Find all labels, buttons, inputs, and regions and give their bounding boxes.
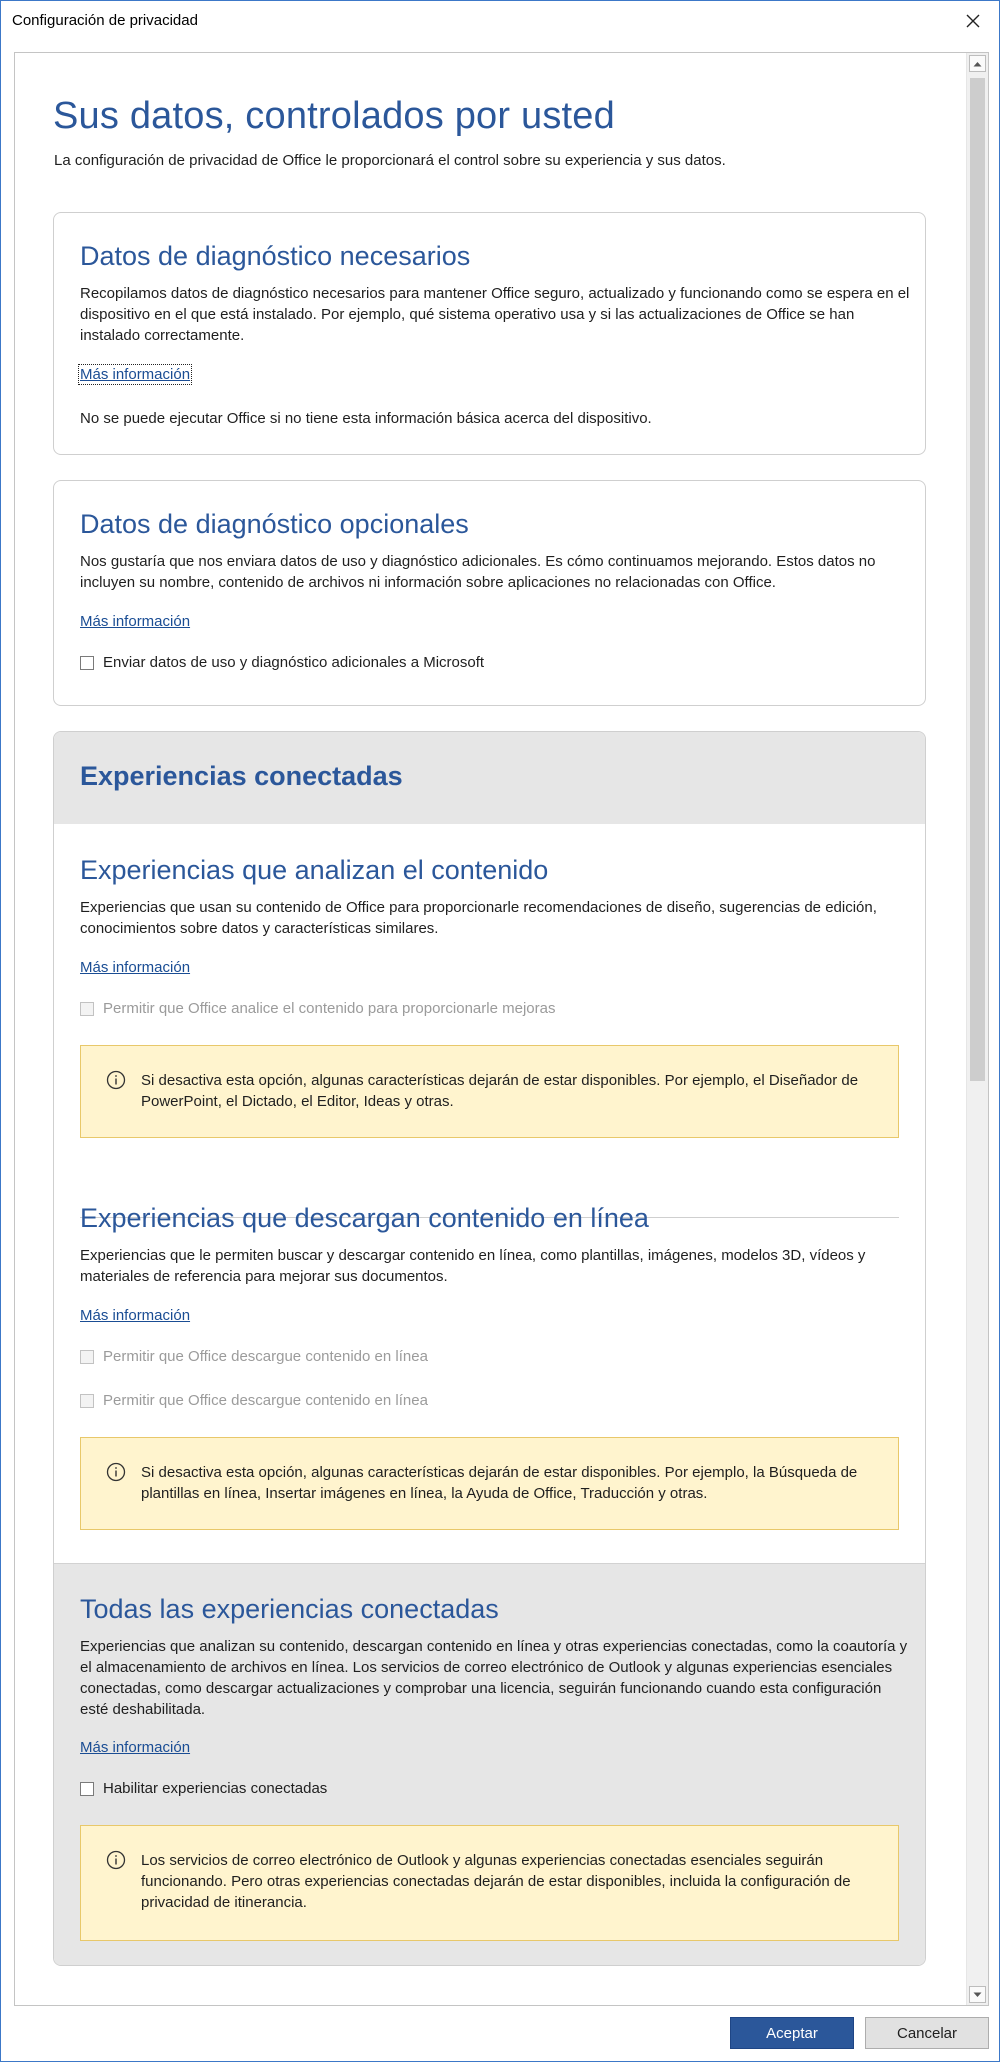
scroll-area[interactable] (14, 52, 989, 2006)
download-content-text: Experiencias que le permiten buscar y descargar contenido en línea, como plantillas, imágenes, modelos 3D, vídeos y materiales de referencia para mejorar sus documentos. (80, 1247, 866, 1285)
all-connected-checkbox[interactable] (80, 1782, 94, 1796)
connected-experiences-panel (53, 731, 926, 1966)
required-data-title: Datos de diagnóstico necesarios (80, 241, 471, 271)
all-connected-title: Todas las experiencias conectadas (80, 1594, 499, 1624)
download-warning-box (80, 1437, 899, 1530)
info-icon (106, 1070, 126, 1095)
download-content-checkbox-2[interactable] (80, 1394, 94, 1408)
info-icon (106, 1462, 126, 1487)
optional-data-checkbox-label: Enviar datos de uso y diagnóstico adicionales a Microsoft (103, 654, 485, 671)
download-content-checkbox-label-1: Permitir que Office descargue contenido en línea (103, 1348, 428, 1365)
optional-data-checkbox[interactable] (80, 656, 94, 670)
all-connected-warning-text: Los servicios de correo electrónico de Outlook y algunas experiencias conectadas esenciales seguirán funcionando. Pero otras experiencias conectadas dejarán de estar disponibles, incluida la configuración de privacidad de itinerancia. (141, 1852, 851, 1911)
scroll-up-arrow-icon[interactable] (969, 55, 986, 72)
all-connected-more-info-link[interactable]: Más información (80, 1739, 191, 1756)
analyze-content-text: Experiencias que usan su contenido de Office para proporcionarle recomendaciones de diseño, sugerencias de edición, conocimientos sobre datos y características similares. (80, 899, 877, 937)
optional-data-title: Datos de diagnóstico opcionales (80, 509, 469, 539)
cancel-button[interactable]: Cancelar (865, 2017, 989, 2049)
optional-data-text: Nos gustaría que nos enviara datos de uso y diagnóstico adicionales. Es cómo continuamos mejorando. Estos datos no incluyen su nombre, contenido de archivos ni información sobre aplicaciones no relacionadas con Office. (80, 553, 876, 591)
vertical-scrollbar[interactable] (966, 53, 988, 2005)
download-content-checkbox-row-2[interactable] (80, 1392, 428, 1409)
page-title: Sus datos, controlados por usted (53, 95, 615, 137)
analyze-content-checkbox[interactable] (80, 1002, 94, 1016)
download-content-checkbox-1[interactable] (80, 1350, 94, 1364)
download-content-title: Experiencias que descargan contenido en línea (80, 1203, 649, 1233)
info-icon (106, 1850, 126, 1875)
download-more-info-link[interactable]: Más información (80, 1307, 191, 1324)
title-bar (1, 1, 999, 41)
analyze-content-checkbox-label: Permitir que Office analice el contenido para proporcionarle mejoras (103, 1000, 556, 1017)
all-connected-warning-box (80, 1825, 899, 1941)
page-subtitle: La configuración de privacidad de Office le proporcionará el control sobre su experiencia y sus datos. (54, 152, 726, 169)
connected-experiences-header: Experiencias conectadas (80, 761, 403, 791)
analyze-warning-text: Si desactiva esta opción, algunas características dejarán de estar disponibles. Por ejemplo, el Diseñador de PowerPoint, el Dictado, el Editor, Ideas y otras. (141, 1072, 859, 1110)
download-content-checkbox-row-1[interactable] (80, 1348, 428, 1365)
analyze-more-info-link[interactable]: Más información (80, 959, 191, 976)
all-connected-checkbox-label: Habilitar experiencias conectadas (103, 1780, 328, 1797)
window-title: Configuración de privacidad (12, 12, 198, 29)
scroll-down-arrow-icon[interactable] (969, 1986, 986, 2003)
analyze-warning-box (80, 1045, 899, 1138)
analyze-content-checkbox-row[interactable] (80, 1000, 555, 1017)
required-data-card (53, 212, 926, 455)
optional-more-info-link[interactable]: Más información (80, 613, 191, 630)
all-connected-checkbox-row[interactable] (80, 1780, 327, 1797)
download-content-checkbox-label-2: Permitir que Office descargue contenido en línea (103, 1392, 428, 1409)
optional-data-checkbox-row[interactable] (80, 654, 484, 671)
analyze-content-title: Experiencias que analizan el contenido (80, 855, 549, 885)
optional-data-card (53, 480, 926, 706)
required-more-info-link[interactable]: Más información (80, 366, 191, 383)
required-data-note: No se puede ejecutar Office si no tiene esta información básica acerca del dispositivo. (80, 410, 652, 427)
scrollbar-thumb[interactable] (970, 78, 985, 1081)
all-connected-text: Experiencias que analizan su contenido, descargan contenido en línea y otras experiencias conectadas, como la coautoría y el almacenamiento de archivos en línea. Los servicios de correo electrónico de Outlook y algunas experiencias esenciales conectadas, como descargar actualizaciones y comprobar una licencia, seguirán funcionando cuando esta configuración esté deshabilitada. (80, 1638, 908, 1718)
accept-button[interactable]: Aceptar (730, 2017, 854, 2049)
close-icon[interactable] (955, 4, 991, 38)
content-pane (15, 53, 965, 2005)
download-warning-text: Si desactiva esta opción, algunas características dejarán de estar disponibles. Por ejemplo, la Búsqueda de plantillas en línea, Insertar imágenes en línea, la Ayuda de Office, Traducción y otras. (141, 1464, 858, 1502)
required-data-text: Recopilamos datos de diagnóstico necesarios para mantener Office seguro, actualizado y funcionando como se espera en el dispositivo en el que está instalado. Por ejemplo, qué sistema operativo usa y si las actualizaciones de Office se han instalado correctamente. (80, 285, 910, 344)
